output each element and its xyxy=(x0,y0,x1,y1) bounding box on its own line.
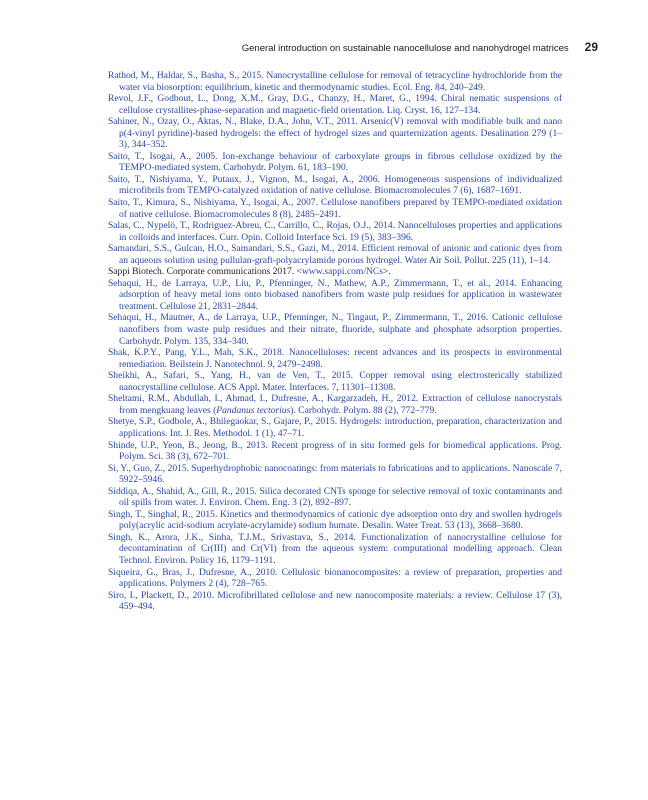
reference-entry[interactable]: Singh, K., Arora, J.K., Sinha, T.J.M., Srivastava, S., 2014. Functionalization of nanocrystalline cellulose for decontamination of Cr(III) and Cr(VI) from the aqueous system: computational modelling approach. Clean Technol. Environ. Policy 16, 1179–1191. xyxy=(108,531,562,566)
reference-entry[interactable]: Siddiqa, A., Shahid, A., Gill, R., 2015. Silica decorated CNTs sponge for selective removal of toxic contaminants and oil spills from water. J. Environ. Chem. Eng. 3 (2), 892–897. xyxy=(108,485,562,509)
reference-entry[interactable]: Sehaqui, H., Mautner, A., de Larraya, U.P., Pfenninger, N., Tingaut, P., Zimmermann, T., 2016. Cationic cellulose nanofibers from waste pulp residues and their nitrate, fluoride, sulphate and phosphate adsorption properties. Carbohydr. Polym. 135, 334–340. xyxy=(108,312,562,347)
reference-entry[interactable]: Sheikhi, A., Safari, S., Yang, H., van de Ven, T., 2015. Copper removal using electrosterically stabilized nanocrystalline cellulose. ACS Appl. Mater. Interfaces. 7, 11301–11308. xyxy=(108,370,562,393)
reference-entry[interactable]: Shak, K.P.Y., Pang, Y.L., Mah, S.K., 2018. Nanocelluloses: recent advances and its prospects in environmental remediation. Beilstein J. Nanotechnol. 9, 2479–2498. xyxy=(108,347,562,370)
sheltami-text-before: Sheltami, R.M., Abdullah, I., Ahmad, I., Dufresne, A., Kargarzadeh, H., 2012. Extraction of cellulose nanocrystals from mengkuang leaves ( xyxy=(108,393,562,416)
sappi-url-link[interactable]: www.sappi.com/NCs xyxy=(301,266,383,278)
running-header xyxy=(108,40,598,54)
reference-entry-sheltami[interactable] xyxy=(108,393,562,416)
reference-entry[interactable]: Rathod, M., Haldar, S., Basha, S., 2015. Nanocrystalline cellulose for removal of tetracycline hydrochloride from the water via biosorption: equilibrium, kinetic and thermodynamic studies. Ecol. Eng. 84, 240–249. xyxy=(108,70,562,93)
reference-entry[interactable]: Saito, T., Nishiyama, Y., Putaux, J., Vignon, M., Isogai, A., 2006. Homogeneous suspensions of individualized microfibrils from TEMPO-catalyzed oxidation of native cellulose. Biomacromolecules 7 (6), 1687–1691. xyxy=(108,173,562,197)
reference-entry[interactable]: Sahiner, N., Ozay, O., Aktas, N., Blake, D.A., John, V.T., 2011. Arsenic(V) removal with modifiable bulk and nano p(4-vinyl pyridine)-based hydrogels: the effect of hydrogel sizes and quarternization agents. Desalination 279 (1–3), 344–352. xyxy=(108,116,562,151)
reference-entry[interactable]: Sehaqui, H., de Larraya, U.P., Liu, P., Pfenninger, N., Mathew, A.P., Zimmermann, T., et al., 2014. Enhancing adsorption of heavy metal ions onto biobased nanofibers from waste pulp residues for application in wastewater treatment. Cellulose 21, 2831–2844. xyxy=(108,277,562,312)
sheltami-text-after: ). Carbohydr. Polym. 88 (2), 772–779. xyxy=(290,404,437,416)
sappi-text: Sappi Biotech. Corporate communications 2017. < xyxy=(108,266,302,278)
reference-entry[interactable]: Siqueira, G., Bras, J., Dufresne, A., 2010. Cellulosic bionanocomposites: a review of preparation, properties and applications. Polymers 2 (4), 728–765. xyxy=(108,566,562,590)
sheltami-species-name: Pandanus tectorius xyxy=(216,404,291,416)
reference-entry[interactable]: Singh, T., Singhal, R., 2015. Kinetics and thermodynamics of cationic dye adsorption onto dry and swollen hydrogels poly(acrylic acid-sodium acrylate-acrylamide) sodium humate. Desalin. Water Treat. 53 (13), 3668–3680. xyxy=(108,508,562,532)
reference-entry[interactable]: Shinde, U.P., Yeon, B., Jeong, B., 2013. Recent progress of in situ formed gels for biomedical applications. Prog. Polym. Sci. 38 (3), 672–701. xyxy=(108,439,562,463)
running-title: General introduction on sustainable nanocellulose and nanohydrogel matrices xyxy=(241,43,569,54)
reference-entry[interactable]: Siro, I., Plackett, D., 2010. Microfibrillated cellulose and new nanocomposite materials: a review. Cellulose 17 (3), 459–494. xyxy=(108,589,562,613)
reference-entry[interactable]: Si, Y., Guo, Z., 2015. Superhydrophobic nanocoatings: from materials to fabrications and to applications. Nanoscale 7, 5922–5946. xyxy=(108,462,562,486)
reference-entry[interactable]: Salas, C., Nypelö, T., Rodriguez-Abreu, C., Carrillo, C., Rojas, O.J., 2014. Nanocelluloses properties and applications in colloids and interfaces. Curr. Opin. Colloid Interface Sci. 19 (5), 383–396. xyxy=(108,220,562,243)
page-number: 29 xyxy=(584,40,598,54)
reference-list xyxy=(108,70,562,613)
reference-entry[interactable]: Revol, J.F., Godbout, L., Dong, X.M., Gray, D.G., Chanzy, H., Maret, G., 1994. Chiral nematic suspensions of cellulose crystallites-phase-separation and magnetic-field orientation. Liq. Cryst. 16, 127–134. xyxy=(108,93,562,116)
reference-entry[interactable]: Shetye, S.P., Godbole, A., Bhilegaokar, S., Gajare, P., 2015. Hydrogels: introduction, preparation, characterization and applications. Int. J. Res. Methodol. 1 (1), 47–71. xyxy=(108,416,562,439)
reference-entry[interactable]: Samandari, S.S., Gulcan, H.O., Samandari, S.S., Gazi, M., 2014. Efficient removal of anionic and cationic dyes from an aqueous solution using pullulan-graft-polyacrylamide porous hydrogel. Water Air Soil. Pollut. 225 (11), 1–14. xyxy=(108,243,562,266)
sappi-suffix: >. xyxy=(382,266,391,278)
reference-entry[interactable]: Saito, T., Kimura, S., Nishiyama, Y., Isogai, A., 2007. Cellulose nanofibers prepared by TEMPO-mediated oxidation of native cellulose. Biomacromolecules 8 (8), 2485–2491. xyxy=(108,197,562,220)
reference-entry-sappi xyxy=(108,266,562,278)
reference-entry[interactable]: Saito, T., Isogai, A., 2005. Ion-exchange behaviour of carboxylate groups in fibrous cellulose oxidized by the TEMPO-mediated system. Carbohydr. Polym. 61, 183–190. xyxy=(108,150,562,174)
